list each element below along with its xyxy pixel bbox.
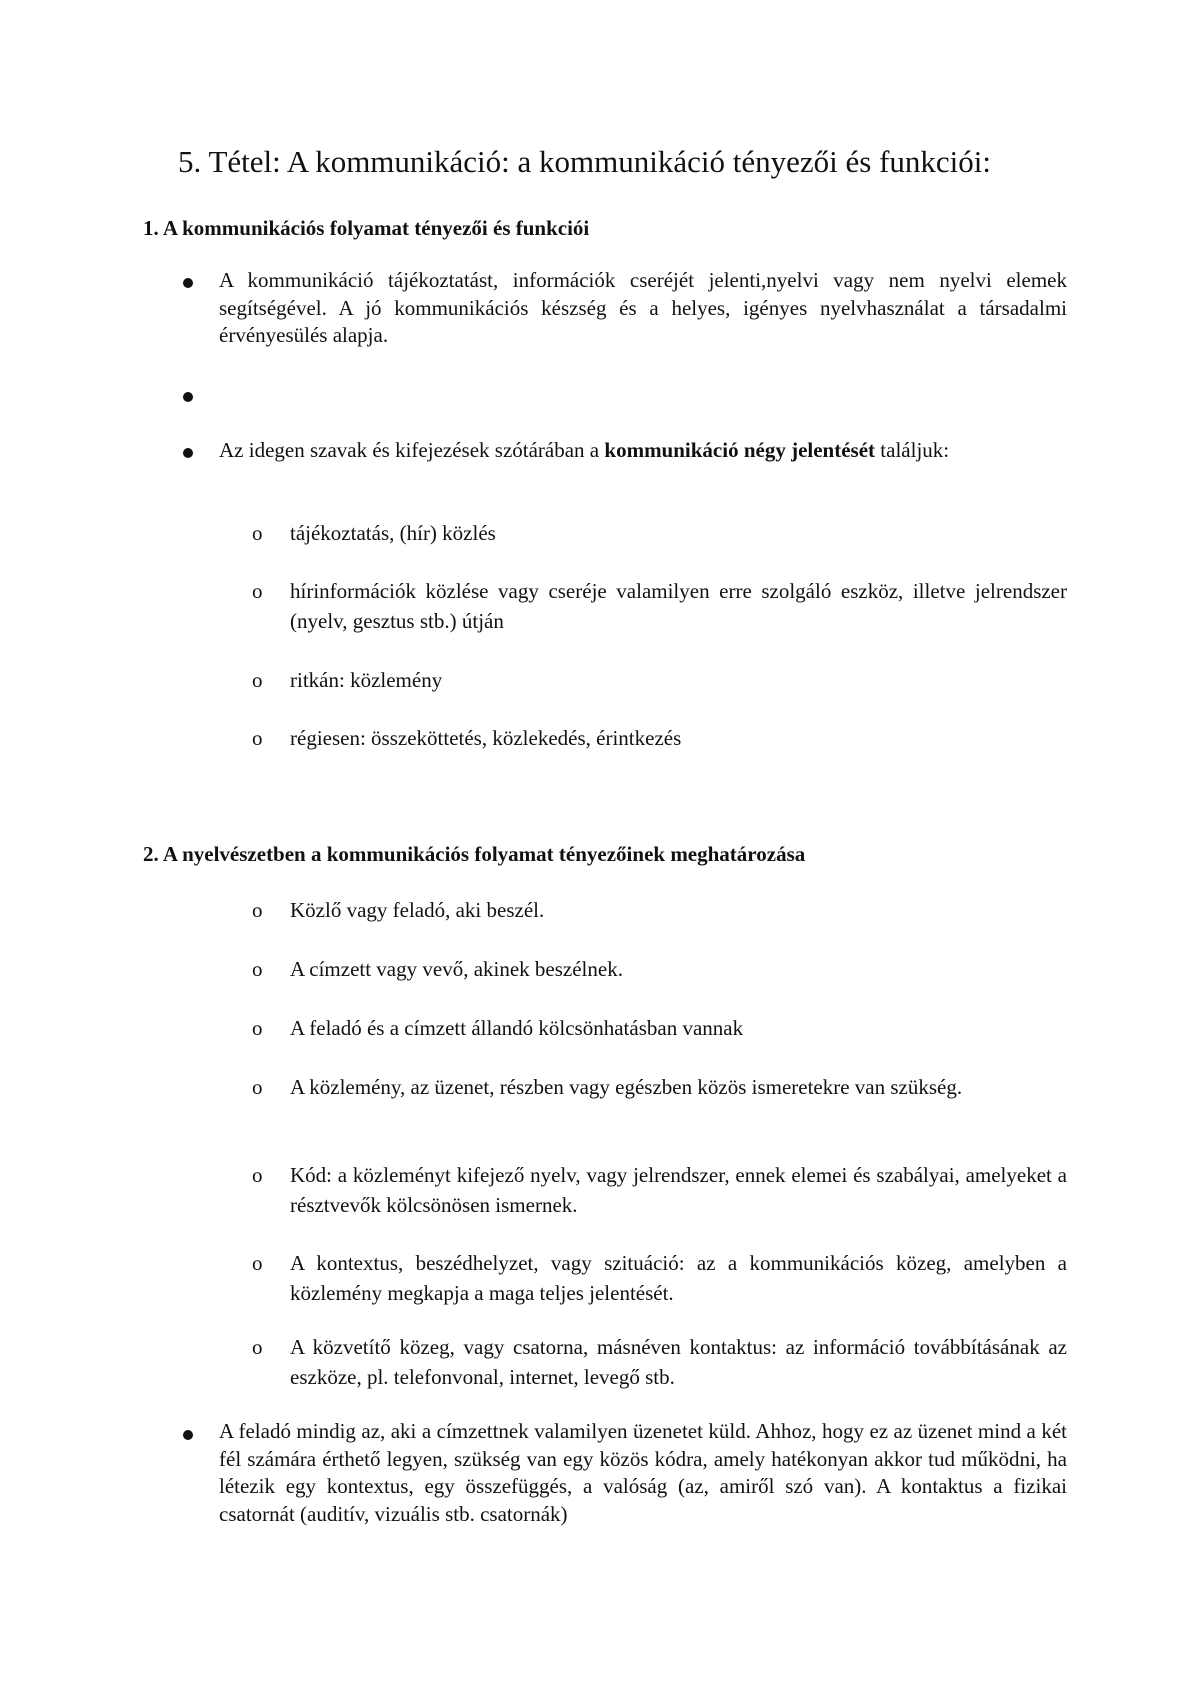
sub-list-marker: o — [252, 898, 263, 922]
bullet-marker — [183, 278, 193, 288]
section2-subitem: A közvetítő közeg, vagy csatorna, másnéven kontaktus: az információ továbbításának az eszköze, pl. telefonvonal, internet, levegő stb. — [290, 1335, 1067, 1389]
section2-heading: 2. A nyelvészetben a kommunikációs folyamat tényezőinek meghatározása — [143, 842, 806, 866]
section1-heading: 1. A kommunikációs folyamat tényezői és funkciói — [143, 216, 590, 240]
bullet3-text-after: találjuk: — [875, 438, 950, 462]
section1-subitem: tájékoztatás, (hír) közlés — [290, 521, 496, 545]
section2-subitem: A címzett vagy vevő, akinek beszélnek. — [290, 957, 623, 981]
section2-subitem: A feladó és a címzett állandó kölcsönhatásban vannak — [290, 1016, 744, 1040]
section2-subitem: Kód: a közleményt kifejező nyelv, vagy jelrendszer, ennek elemei és szabályai, amelyeket a résztvevők kölcsönösen ismernek. — [290, 1163, 1067, 1217]
bullet3-text-bold: kommunikáció négy jelentését — [604, 438, 876, 462]
section1-bullet3-text — [219, 437, 1067, 465]
bullet-marker — [183, 448, 193, 458]
section2-subitem: A kontextus, beszédhelyzet, vagy szituáció: az a kommunikációs közeg, amelyben a közlemény megkapja a maga teljes jelentését. — [290, 1251, 1067, 1305]
sub-list-marker: o — [252, 957, 263, 981]
sub-list-marker: o — [252, 579, 263, 603]
section1-subitem: hírinformációk közlése vagy cseréje valamilyen erre szolgáló eszköz, illetve jelrendszer (nyelv, gesztus stb.) útján — [290, 579, 1067, 633]
section1-subitem: ritkán: közlemény — [290, 668, 443, 692]
sub-list-marker: o — [252, 1163, 263, 1187]
section2-subitem: A közlemény, az üzenet, részben vagy egészben közös ismeretekre van szükség. — [290, 1075, 963, 1099]
sub-list-marker: o — [252, 726, 263, 750]
sub-list-marker: o — [252, 668, 263, 692]
document-title: 5. Tétel: A kommunikáció: a kommunikáció tényezői és funkciói: — [178, 144, 992, 179]
section2-final-paragraph: A feladó mindig az, aki a címzettnek valamilyen üzenetet küld. Ahhoz, hogy ez az üzenet mind a két fél számára érthető legyen, szükség van egy közös kódra, amely hatékonyan akkor tud működni, ha létezik egy kontextus, egy összefüggés, a valóság (az, amiről szó van). A kontaktus a fizikai csatornát (auditív, vizuális stb. csatornák) — [219, 1419, 1067, 1526]
bullet3-text-before: Az idegen szavak és kifejezések szótárában a — [219, 438, 605, 462]
sub-list-marker: o — [252, 521, 263, 545]
bullet-marker — [183, 1430, 193, 1440]
sub-list-marker: o — [252, 1251, 263, 1275]
section1-bullet1-text: A kommunikáció tájékoztatást, információk cseréjét jelenti,nyelvi vagy nem nyelvi elemek segítségével. A jó kommunikációs készség és a helyes, igényes nyelvhasználat a társadalmi érvényesülés alapja. — [219, 268, 1067, 347]
sub-list-marker: o — [252, 1075, 263, 1099]
bullet-marker — [183, 392, 193, 402]
section2-subitem: Közlő vagy feladó, aki beszél. — [290, 898, 545, 922]
sub-list-marker: o — [252, 1335, 263, 1359]
sub-list-marker: o — [252, 1016, 263, 1040]
section1-subitem: régiesen: összeköttetés, közlekedés, érintkezés — [290, 726, 682, 750]
